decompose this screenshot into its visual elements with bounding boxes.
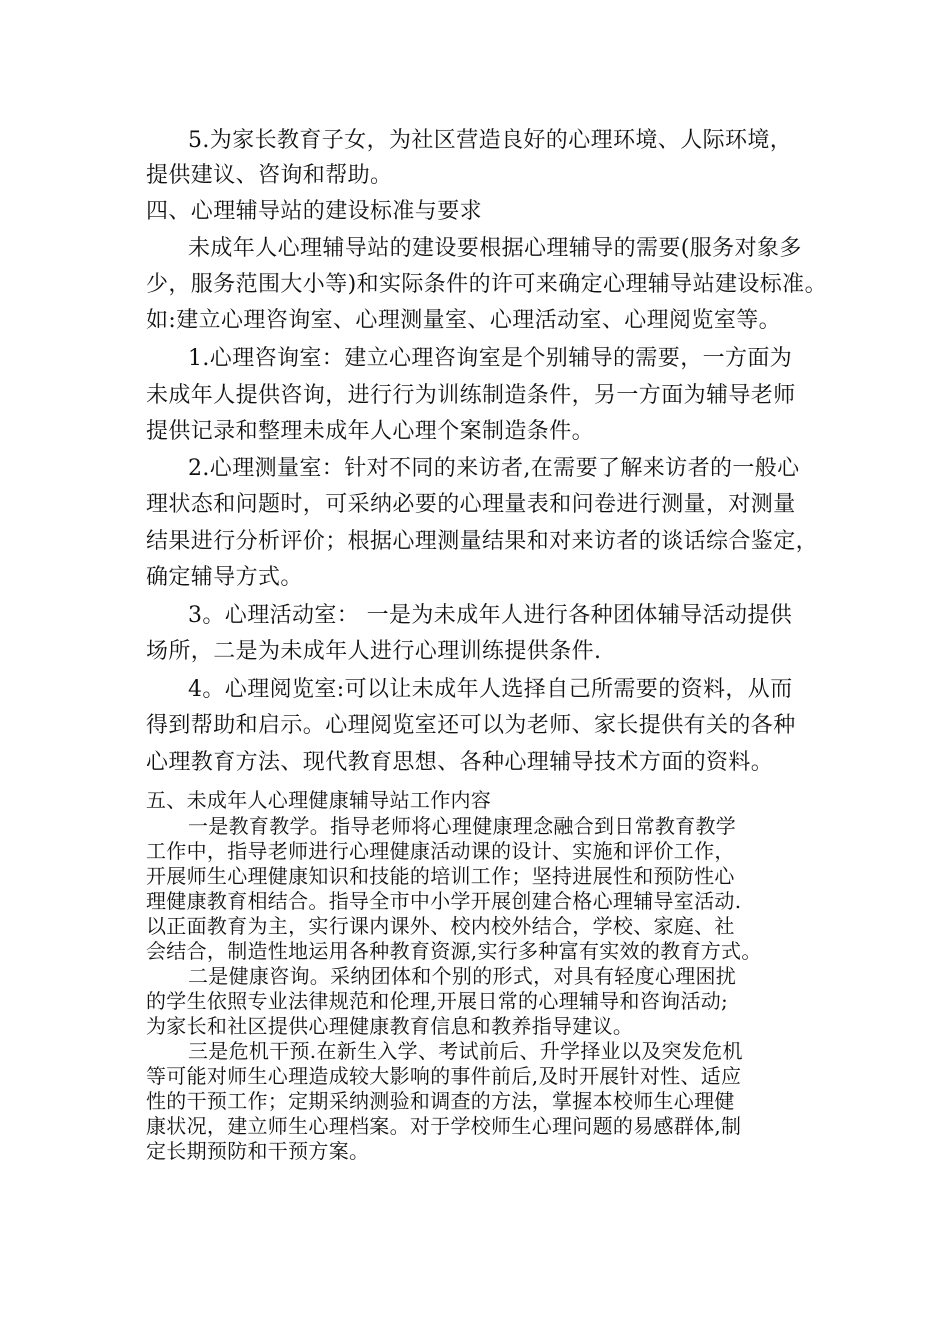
paragraph-line: 定长期预防和干预方案。: [146, 1139, 370, 1163]
paragraph-line: 康状况，建立师生心理档案。对于学校师生心理问题的易感群体,制: [146, 1114, 742, 1138]
paragraph-line: 确定辅导方式。: [146, 565, 303, 590]
paragraph-line: 三是危机干预.在新生入学、考试前后、升学择业以及突发危机: [188, 1039, 743, 1063]
paragraph-line: 会结合，制造性地运用各种教育资源,实行多种富有实效的教育方式。: [146, 939, 762, 963]
paragraph-line: 理状态和问题时，可采纳必要的心理量表和问卷进行测量，对测量: [146, 492, 796, 517]
section-heading: 四、心理辅导站的建设标准与要求: [146, 199, 483, 224]
paragraph-line: 4。心理阅览室:可以让未成年人选择自己所需要的资料，从而: [188, 677, 793, 702]
paragraph-line: 5.为家长教育子女，为社区营造良好的心理环境、人际环境，: [188, 128, 793, 153]
paragraph-line: 一是教育教学。指导老师将心理健康理念融合到日常教育教学: [188, 814, 737, 838]
paragraph-line: 心理教育方法、现代教育思想、各种心理辅导技术方面的资料。: [146, 750, 774, 775]
paragraph-line: 性的干预工作；定期采纳测验和调查的方法，掌握本校师生心理健: [146, 1089, 735, 1113]
paragraph-line: 二是健康咨询。采纳团体和个别的形式，对具有轻度心理困扰: [188, 964, 737, 988]
paragraph-line: 未成年人提供咨询，进行行为训练制造条件，另一方面为辅导老师: [146, 383, 796, 408]
paragraph-line: 少，服务范围大小等)和实际条件的许可来确定心理辅导站建设标准。: [146, 272, 827, 297]
paragraph-line: 理健康教育相结合。指导全市中小学开展创建合格心理辅导室活动.: [146, 889, 742, 913]
paragraph-line: 为家长和社区提供心理健康教育信息和教养指导建议。: [146, 1014, 634, 1038]
paragraph-line: 等可能对师生心理造成较大影响的事件前后,及时开展针对性、适应: [146, 1064, 742, 1088]
paragraph-line: 工作中，指导老师进行心理健康活动课的设计、实施和评价工作，: [146, 839, 735, 863]
paragraph-line: 提供建议、咨询和帮助。: [146, 163, 393, 188]
paragraph-line: 2.心理测量室：针对不同的来访者,在需要了解来访者的一般心: [188, 456, 800, 481]
paragraph-line: 如:建立心理咨询室、心理测量室、心理活动室、心理阅览室等。: [146, 308, 782, 333]
paragraph-line: 得到帮助和启示。心理阅览室还可以为老师、家长提供有关的各种: [146, 713, 796, 738]
paragraph-line: 场所，二是为未成年人进行心理训练提供条件.: [146, 639, 602, 664]
paragraph-line: 开展师生心理健康知识和技能的培训工作；坚持进展性和预防性心: [146, 864, 735, 888]
paragraph-line: 3。心理活动室： 一是为未成年人进行各种团体辅导活动提供: [188, 603, 793, 628]
paragraph-line: 以正面教育为主，实行课内课外、校内校外结合，学校、家庭、社: [146, 914, 735, 938]
paragraph-line: 1.心理咨询室：建立心理咨询室是个别辅导的需要，一方面为: [188, 346, 793, 371]
paragraph-line: 的学生依照专业法律规范和伦理,开展日常的心理辅导和咨询活动;: [146, 989, 729, 1013]
paragraph-line: 未成年人心理辅导站的建设要根据心理辅导的需要(服务对象多: [188, 236, 802, 261]
section-heading: 五、未成年人心理健康辅导站工作内容: [146, 788, 492, 812]
paragraph-line: 提供记录和整理未成年人心理个案制造条件。: [146, 419, 595, 444]
paragraph-line: 结果进行分析评价；根据心理测量结果和对来访者的谈话综合鉴定，: [146, 529, 819, 554]
